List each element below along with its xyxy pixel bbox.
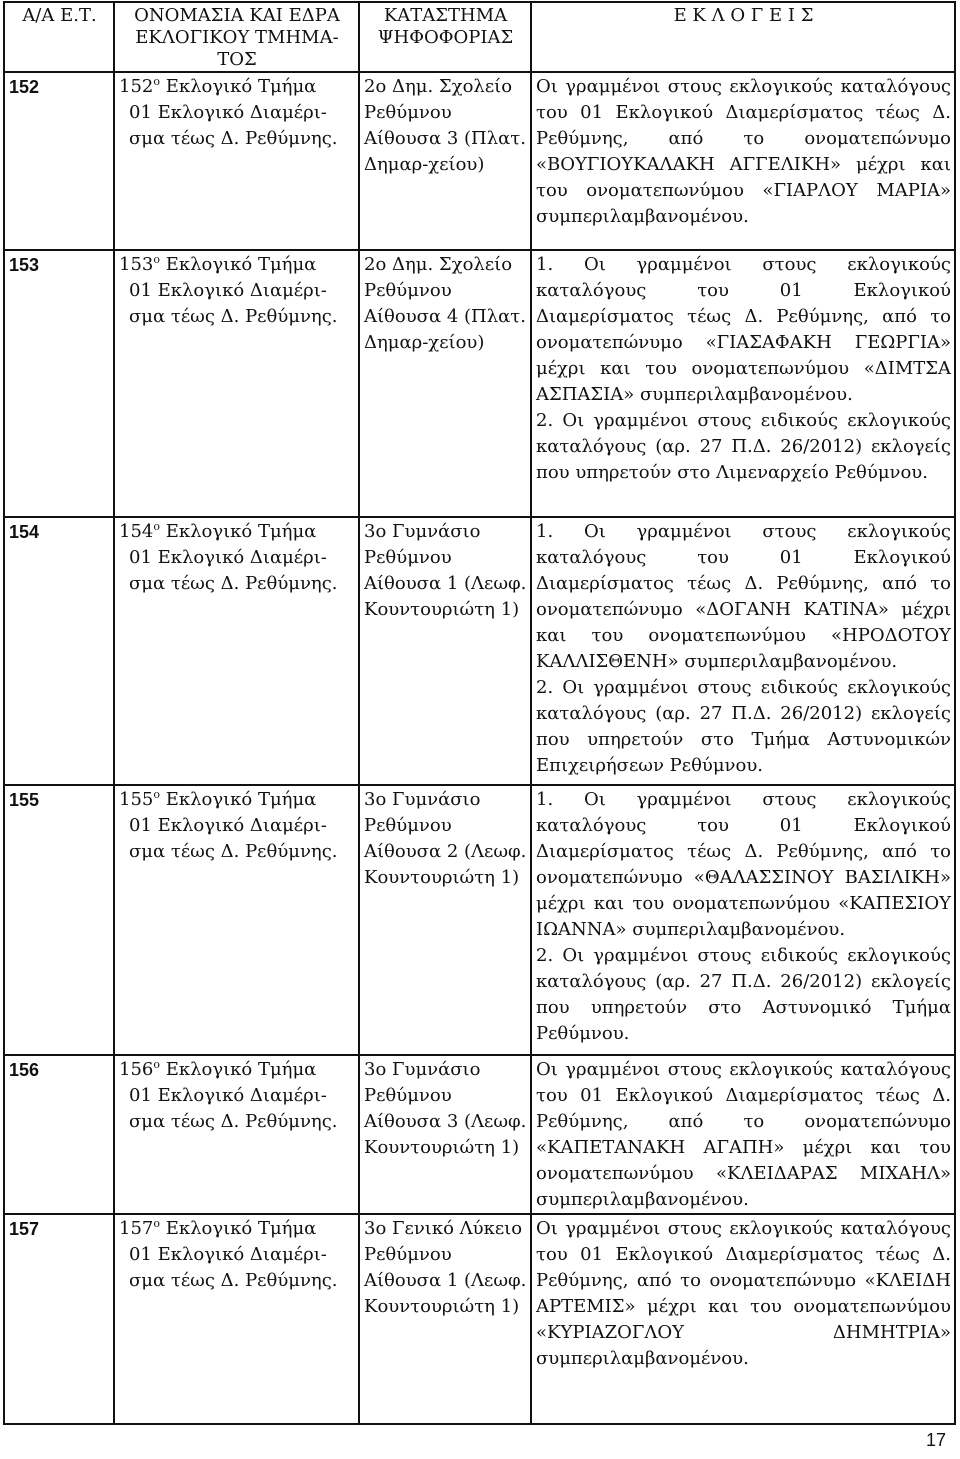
header-col-no: Α/Α Ε.Τ. (4, 2, 114, 72)
table-row (4, 785, 955, 1055)
ordinal-suffix: ο (153, 1217, 160, 1230)
section-type: Εκλογικό Τμήμα (159, 1059, 317, 1080)
voters-description (531, 517, 955, 785)
header-col-station: ΚΑΤΑΣΤΗΜΑ ΨΗΦΟΦΟΡΙΑΣ (359, 2, 531, 72)
voters-description (531, 785, 955, 1055)
voters-paragraph: 1. Οι γραμμένοι στους εκλογικούς καταλόγους του 01 Εκλογικού Διαμερίσματος τέως Δ. Ρεθύμνης, από το ονοματεπώνυμο «ΓΙΑΣΑΦΑΚΗ ΓΕΩΡΓΙΑ» μέχρι και του ονοματεπωνύμου «ΔΙΜΤΣΑ ΑΣΠΑΣΙΑ» συμπεριλαμβανομένου. (536, 254, 951, 405)
voters-description (531, 1214, 955, 1424)
section-number: 154 (4, 517, 114, 785)
table-row (4, 1214, 955, 1424)
voters-paragraph: Οι γραμμένοι στους εκλογικούς καταλόγους του 01 Εκλογικού Διαμερίσματος τέως Δ. Ρεθύμνης, από το ονοματεπώνυμο «ΒΟΥΓΙΟΥΚΑΛΑΚΗ ΑΓΓΕΛΙΚΗ» μέχρι και του ονοματεπωνύμου «ΓΙΑΡΛΟΥ ΜΑΡΙΑ» συμπεριλαμβανομένου. (536, 76, 951, 227)
polling-station: 3ο Γενικό Λύκειο Ρεθύμνου Αίθουσα 1 (Λεωφ. Κουντουριώτη 1) (359, 1214, 531, 1424)
section-type: Εκλογικό Τμήμα (159, 521, 317, 542)
section-number: 153 (4, 250, 114, 517)
section-name-line1 (119, 519, 355, 545)
section-name-line2: 01 Εκλογικό Διαμέρι- (129, 547, 327, 568)
section-type: Εκλογικό Τμήμα (159, 1218, 317, 1239)
section-type: Εκλογικό Τμήμα (159, 76, 317, 97)
section-name-line2: 01 Εκλογικό Διαμέρι- (129, 102, 327, 123)
section-name-line3: σμα τέως Δ. Ρεθύμνης. (129, 306, 338, 327)
table-row (4, 517, 955, 785)
voters-paragraph: 2. Οι γραμμένοι στους ειδικούς εκλογικούς καταλόγους (αρ. 27 Π.Δ. 26/2012) εκλογείς που υπηρετούν στο Τμήμα Αστυνομικών Επιχειρήσεων Ρεθύμνου. (536, 677, 951, 776)
header-col-voters: Ε Κ Λ Ο Γ Ε Ι Σ (531, 2, 955, 72)
polling-station: 3ο Γυμνάσιο Ρεθύμνου Αίθουσα 1 (Λεωφ. Κουντουριώτη 1) (359, 517, 531, 785)
section-number: 152 (4, 72, 114, 250)
section-name-line3: σμα τέως Δ. Ρεθύμνης. (129, 1111, 338, 1132)
section-name-line1 (119, 74, 355, 100)
section-name (114, 517, 359, 785)
ordinal-suffix: ο (153, 520, 160, 533)
polling-station: 2ο Δημ. Σχολείο Ρεθύμνου Αίθουσα 3 (Πλατ. Δημαρ-χείου) (359, 72, 531, 250)
section-number: 156 (4, 1055, 114, 1214)
section-number: 157 (4, 1214, 114, 1424)
section-ordinal: 152 (119, 76, 154, 97)
polling-station: 2ο Δημ. Σχολείο Ρεθύμνου Αίθουσα 4 (Πλατ. Δημαρ-χείου) (359, 250, 531, 517)
voters-paragraph: Οι γραμμένοι στους εκλογικούς καταλόγους του 01 Εκλογικού Διαμερίσματος τέως Δ. Ρεθύμνης, από το ονοματεπώνυμο «ΚΛΕΙΔΗ ΑΡΤΕΜΙΣ» μέχρι και του ονοματεπωνύμου «ΚΥΡΙΑΖΟΓΛΟΥ ΔΗΜΗΤΡΙΑ» συμπεριλαμβανομένου. (536, 1218, 951, 1369)
section-ordinal: 156 (119, 1059, 154, 1080)
page-number: 17 (925, 1430, 946, 1450)
section-name-line3: σμα τέως Δ. Ρεθύμνης. (129, 128, 338, 149)
table-body (4, 72, 955, 1424)
section-name (114, 72, 359, 250)
voters-paragraph: 1. Οι γραμμένοι στους εκλογικούς καταλόγους του 01 Εκλογικού Διαμερίσματος τέως Δ. Ρεθύμνης, από το ονοματεπώνυμο «ΔΟΓΑΝΗ ΚΑΤΙΝΑ» μέχρι και του ονοματεπωνύμου «ΗΡΟΔΟΤΟΥ ΚΑΛΛΙΣΘΕΝΗ» συμπεριλαμβανομένου. (536, 521, 951, 672)
voters-description (531, 1055, 955, 1214)
voters-paragraph: 2. Οι γραμμένοι στους ειδικούς εκλογικούς καταλόγους (αρ. 27 Π.Δ. 26/2012) εκλογείς που υπηρετούν στο Αστυνομικό Τμήμα Ρεθύμνου. (536, 945, 951, 1044)
section-number: 155 (4, 785, 114, 1055)
section-name-line3: σμα τέως Δ. Ρεθύμνης. (129, 841, 338, 862)
ordinal-suffix: ο (153, 788, 160, 801)
header-col-name: ΟΝΟΜΑΣΙΑ ΚΑΙ ΕΔΡΑ ΕΚΛΟΓΙΚΟΥ ΤΜΗΜΑ-ΤΟΣ (114, 2, 359, 72)
header-row (4, 2, 955, 72)
section-name (114, 250, 359, 517)
ordinal-suffix: ο (153, 1058, 160, 1071)
section-name-line1 (119, 1057, 355, 1083)
voters-description (531, 72, 955, 250)
section-name-line3: σμα τέως Δ. Ρεθύμνης. (129, 1270, 338, 1291)
section-type: Εκλογικό Τμήμα (159, 254, 317, 275)
section-name-line2: 01 Εκλογικό Διαμέρι- (129, 280, 327, 301)
section-ordinal: 154 (119, 521, 154, 542)
section-ordinal: 153 (119, 254, 154, 275)
section-name-line2: 01 Εκλογικό Διαμέρι- (129, 815, 327, 836)
voters-paragraph: 1. Οι γραμμένοι στους εκλογικούς καταλόγους του 01 Εκλογικού Διαμερίσματος τέως Δ. Ρεθύμνης, από το ονοματεπώνυμο «ΘΑΛΑΣΣΙΝΟΥ ΒΑΣΙΛΙΚΗ» μέχρι και του ονοματεπωνύμου «ΚΑΠΕΣΙΟΥ ΙΩΑΝΝΑ» συμπεριλαμβανομένου. (536, 789, 951, 940)
section-name-line2: 01 Εκλογικό Διαμέρι- (129, 1085, 327, 1106)
section-name-line3: σμα τέως Δ. Ρεθύμνης. (129, 573, 338, 594)
voters-description (531, 250, 955, 517)
table-row (4, 72, 955, 250)
section-name (114, 1055, 359, 1214)
section-type: Εκλογικό Τμήμα (159, 789, 317, 810)
voters-paragraph: 2. Οι γραμμένοι στους ειδικούς εκλογικούς καταλόγους (αρ. 27 Π.Δ. 26/2012) εκλογείς που υπηρετούν στο Λιμεναρχείο Ρεθύμνου. (536, 410, 951, 483)
polling-station: 3ο Γυμνάσιο Ρεθύμνου Αίθουσα 3 (Λεωφ. Κουντουριώτη 1) (359, 1055, 531, 1214)
section-ordinal: 155 (119, 789, 154, 810)
elections-table (3, 1, 956, 1425)
table-row (4, 1055, 955, 1214)
ordinal-suffix: ο (153, 253, 160, 266)
section-name (114, 1214, 359, 1424)
section-name-line1 (119, 787, 355, 813)
polling-station: 3ο Γυμνάσιο Ρεθύμνου Αίθουσα 2 (Λεωφ. Κουντουριώτη 1) (359, 785, 531, 1055)
ordinal-suffix: ο (153, 75, 160, 88)
section-name-line1 (119, 252, 355, 278)
section-ordinal: 157 (119, 1218, 154, 1239)
table-row (4, 250, 955, 517)
voters-paragraph: Οι γραμμένοι στους εκλογικούς καταλόγους του 01 Εκλογικού Διαμερίσματος τέως Δ. Ρεθύμνης, από το ονοματεπώνυμο «ΚΑΠΕΤΑΝΑΚΗ ΑΓΑΠΗ» μέχρι και του ονοματεπωνύμου «ΚΛΕΙΔΑΡΑΣ ΜΙΧΑΗΛ» συμπεριλαμβανομένου. (536, 1059, 951, 1210)
section-name-line1 (119, 1216, 355, 1242)
section-name-line2: 01 Εκλογικό Διαμέρι- (129, 1244, 327, 1265)
section-name (114, 785, 359, 1055)
